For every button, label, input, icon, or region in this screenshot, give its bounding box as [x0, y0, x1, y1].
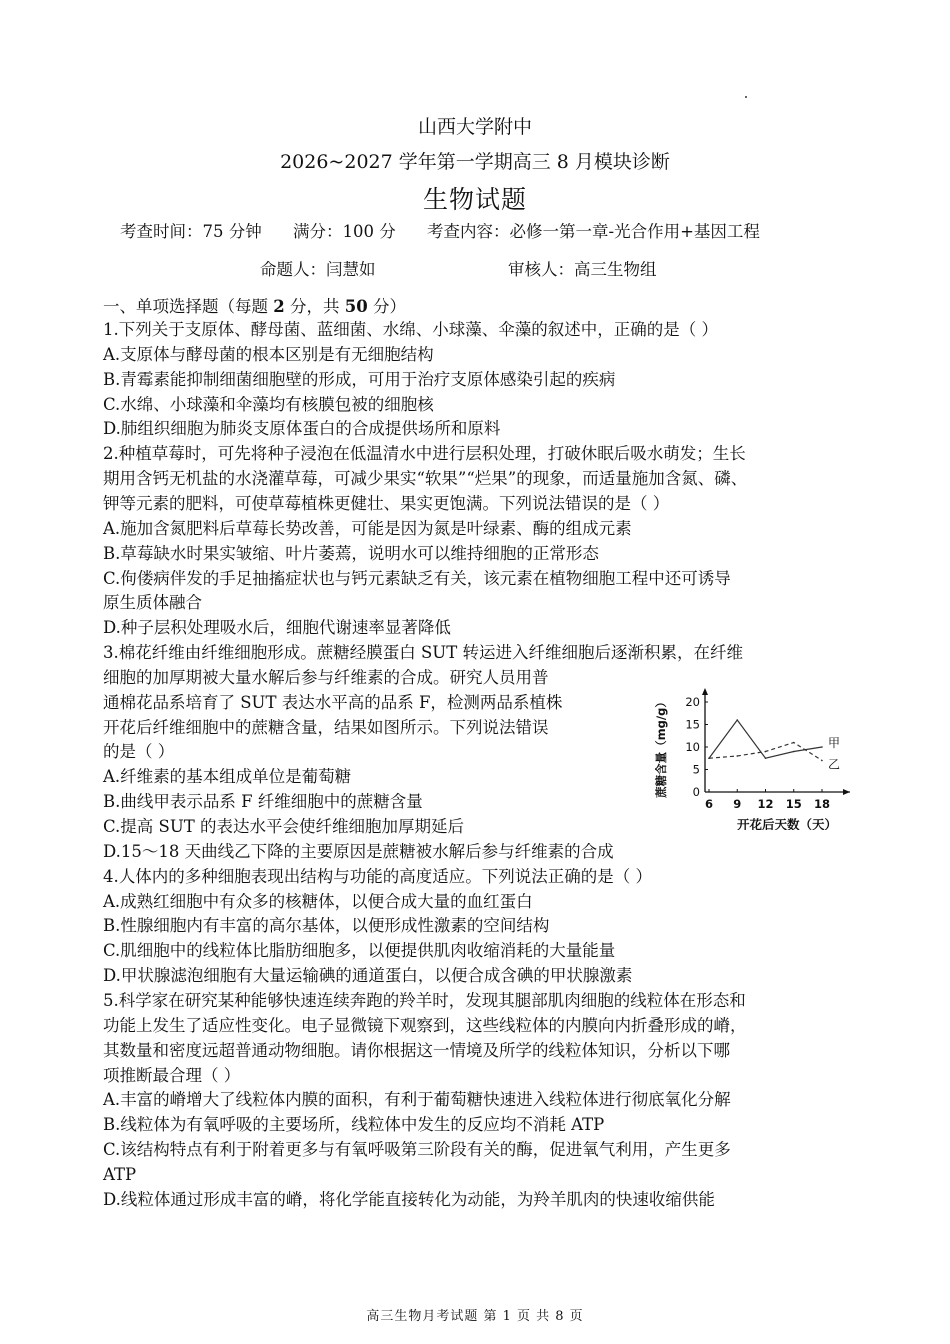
x-tick-label: 15	[785, 797, 802, 811]
data-point	[736, 755, 738, 757]
series-label: 甲	[828, 736, 841, 750]
question-line: 5.科学家在研究某种能够快速连续奔跑的羚羊时，发现其腿部肌肉细胞的线粒体在形态和	[103, 990, 746, 1010]
x-axis-arrow	[843, 789, 850, 795]
data-point	[793, 751, 795, 753]
question-line: A.施加含氮肥料后草莓长势改善，可能是因为氮是叶绿素、酶的组成元素	[103, 518, 632, 538]
question-line: 钾等元素的肥料，可使草莓植株更健壮、果实更饱满。下列说法错误的是（ ）	[103, 493, 670, 513]
y-tick-label: 15	[685, 717, 700, 732]
x-axis-label: 开花后天数（天）	[736, 817, 838, 830]
question-line: B.性腺细胞内有丰富的高尔基体，以便形成性激素的空间结构	[103, 916, 550, 936]
exam-time: 考查时间：75 分钟	[120, 222, 262, 241]
question-line: D.线粒体通过形成丰富的嵴，将化学能直接转化为动能，为羚羊肌肉的快速收缩供能	[103, 1189, 715, 1209]
question-line: C.该结构特点有利于附着更多与有氧呼吸第三阶段有关的酶，促进氧气利用，产生更多	[103, 1140, 731, 1160]
exam-title: 2026~2027 学年第一学期高三 8 月模块诊断	[280, 151, 670, 173]
sucrose-chart	[645, 680, 860, 830]
school-name: 山西大学附中	[417, 116, 532, 138]
question-line: B.草莓缺水时果实皱缩、叶片萎蔫，说明水可以维持细胞的正常形态	[103, 543, 599, 563]
question-line: 2.种植草莓时，可先将种子浸泡在低温清水中进行层积处理，打破休眠后吸水萌发；生长	[103, 444, 746, 464]
question-line: 其数量和密度远超普通动物细胞。请你根据这一情境及所学的线粒体知识，分析以下哪	[103, 1040, 730, 1060]
question-line: 细胞的加厚期被大量水解后参与纤维素的合成。研究人员用普	[103, 667, 549, 687]
question-line: D.15～18 天曲线乙下降的主要原因是蔗糖被水解后参与纤维素的合成	[103, 841, 614, 861]
question-line: 1.下列关于支原体、酵母菌、蓝细菌、水绵、小球藻、伞藻的叙述中，正确的是（ ）	[103, 320, 718, 339]
question-line: 开花后纤维细胞中的蔗糖含量，结果如图所示。下列说法错误	[103, 717, 549, 737]
question-line: B.曲线甲表示品系 F 纤维细胞中的蔗糖含量	[103, 792, 423, 812]
question-line: A.纤维素的基本组成单位是葡萄糖	[103, 767, 352, 787]
exam-content: 考查内容：必修一第一章-光合作用+基因工程	[427, 222, 760, 241]
series-label: 乙	[828, 757, 841, 772]
section-title: 一、单项选择题（每题 2 分，共 50 分）	[103, 297, 406, 316]
exam-info	[120, 218, 786, 242]
question-line: 期用含钙无机盐的水浇灌草莓，可减少果实“软果”“烂果”的现象，而适量施加含氮、磷、	[103, 469, 748, 489]
question-line: 项推断最合理（ ）	[103, 1065, 241, 1085]
question-line: C.提高 SUT 的表达水平会使纤维细胞加厚期延后	[103, 817, 464, 836]
reviewer: 审核人：高三生物组	[508, 260, 657, 279]
question-line: D.肺组织细胞为肺炎支原体蛋白的合成提供场所和原料	[103, 419, 501, 439]
data-point	[821, 746, 823, 748]
question-line: D.种子层积处理吸水后，细胞代谢速率显著降低	[103, 618, 451, 638]
y-tick-label: 10	[685, 740, 700, 754]
data-point	[765, 751, 767, 753]
question-line: C.佝偻病伴发的手足抽搐症状也与钙元素缺乏有关，该元素在植物细胞工程中还可诱导	[103, 568, 731, 588]
full-score: 满分：100 分	[293, 222, 396, 241]
scan-speck	[745, 96, 747, 98]
y-tick-label: 5	[692, 762, 700, 777]
question-line: A.支原体与酵母菌的根本区别是有无细胞结构	[103, 344, 434, 364]
question-line: 原生质体融合	[103, 593, 202, 613]
question-line: C.水绵、小球藻和伞藻均有核膜包被的细胞核	[103, 394, 434, 414]
data-point	[821, 760, 823, 762]
x-tick-label: 9	[733, 797, 742, 811]
data-point	[708, 757, 710, 759]
question-line: B.线粒体为有氧呼吸的主要场所，线粒体中发生的反应均不消耗 ATP	[103, 1115, 605, 1135]
question-line: B.青霉素能抑制细菌细胞壁的形成，可用于治疗支原体感染引起的疾病	[103, 369, 616, 389]
authors	[260, 256, 657, 280]
x-tick-label: 12	[757, 797, 774, 811]
question-line: 的是（ ）	[103, 742, 175, 762]
question-line: 3.棉花纤维由纤维细胞形成。蔗糖经膜蛋白 SUT 转运进入纤维细胞后逐渐积累，在纤维	[103, 643, 743, 663]
data-point	[736, 719, 738, 721]
data-point	[765, 757, 767, 759]
x-tick-label: 18	[813, 797, 831, 811]
question-line: A.丰富的嵴增大了线粒体内膜的面积，有利于葡萄糖快速进入线粒体进行彻底氧化分解	[103, 1090, 731, 1110]
y-tick-label: 20	[685, 695, 700, 709]
page-footer: 高三生物月考试题 第 1 页 共 8 页	[366, 1309, 584, 1324]
series-line-jia	[709, 720, 822, 758]
question-line: C.肌细胞中的线粒体比脂肪细胞多，以便提供肌肉收缩消耗的大量能量	[103, 941, 616, 961]
subject-title: 生物试题	[422, 185, 527, 214]
question-line: ATP	[103, 1164, 137, 1184]
question-line: 功能上发生了适应性变化。电子显微镜下观察到，这些线粒体的内膜向内折叠形成的嵴，	[103, 1015, 747, 1035]
question-line: A.成熟红细胞中有众多的核糖体，以便合成大量的血红蛋白	[103, 891, 533, 911]
question-line: D.甲状腺滤泡细胞有大量运输碘的通道蛋白，以便合成含碘的甲状腺激素	[103, 966, 633, 986]
y-tick-label: 0	[692, 785, 700, 799]
y-axis-arrow	[702, 688, 708, 695]
question-line: 通棉花品系培育了 SUT 表达水平高的品系 F，检测两品系植株	[103, 692, 563, 712]
y-axis-label: 蔗糖含量（mg/g）	[654, 696, 668, 798]
author: 命题人：闫慧如	[260, 260, 376, 279]
data-point	[793, 742, 795, 744]
question-line: 4.人体内的多种细胞表现出结构与功能的高度适应。下列说法正确的是（ ）	[103, 866, 652, 886]
x-tick-label: 6	[704, 797, 714, 811]
